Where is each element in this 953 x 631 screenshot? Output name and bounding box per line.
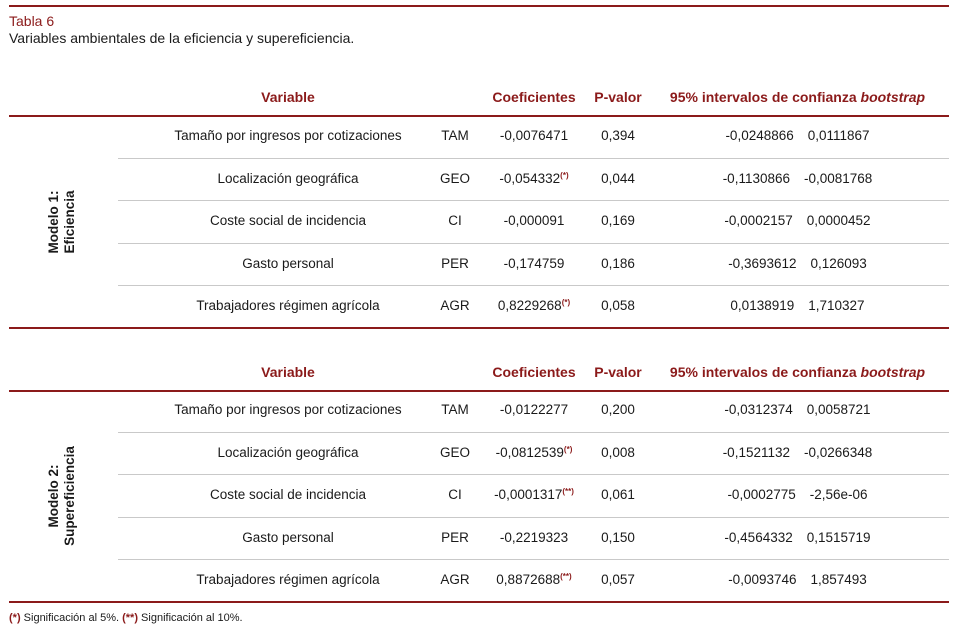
p-value: 0,186 [601,255,635,271]
row-divider [118,285,949,286]
coefficient-value: -0,000091 [503,213,565,228]
variable-code: PER [441,529,469,545]
ci-lower: -0,4564332 [724,529,793,545]
significance-mark: (*) [560,170,569,180]
header-variable: Variable [261,364,315,380]
ci-lower: 0,0138919 [730,298,795,313]
header-p-valor: P-valor [594,364,642,380]
coefficient-value: -0,0001317 [494,487,563,502]
p-value: 0,044 [601,170,635,186]
table-caption: Variables ambientales de la eficiencia y supereficiencia. [9,30,355,46]
model-label-line1: Modelo 1: [46,190,61,254]
model-label [46,191,78,254]
ci-upper: -2,56e-06 [809,487,868,502]
variable-name: Tamaño por ingresos por cotizaciones [174,128,402,143]
variable-name: Gasto personal [242,255,334,271]
variable-code: CI [448,487,462,502]
model-label-line2: Supereficiencia [62,446,77,547]
variable-name: Coste social de incidencia [209,213,367,228]
section-bottom-rule [9,601,949,603]
ci-upper: -0,0266348 [804,444,873,460]
p-value: 0,150 [601,529,635,545]
row-divider [118,200,949,201]
coefficient-value: -0,0812539 [495,444,564,460]
p-value: 0,057 [601,572,635,587]
p-value: 0,061 [601,487,635,502]
ci-lower: -0,0248866 [725,128,794,143]
significance-mark: (**) [562,487,574,496]
ci-upper: 1,710327 [808,298,865,313]
ci-lower: -0,0002157 [724,213,793,228]
variable-code: TAM [441,128,469,143]
footnote-text-10pct: Significación al 10%. [138,612,243,624]
variable-code: AGR [440,572,470,587]
confidence-interval [655,487,940,502]
variable-name: Gasto personal [242,529,334,545]
coefficient [484,256,584,271]
coefficient-value: -0,2219323 [499,529,569,545]
variable-code: GEO [439,170,470,186]
model-label [46,446,78,546]
confidence-interval [655,128,940,143]
coefficient [484,298,584,313]
coefficient [484,128,584,143]
coefficient [484,530,584,545]
table-label: Tabla 6 [9,13,55,29]
ci-lower: -0,0312374 [724,402,793,417]
ci-lower: -0,0002775 [727,487,796,502]
ci-upper: 0,0000452 [806,213,871,228]
header-confidence-interval [655,89,940,105]
ci-upper: 0,0058721 [806,402,871,417]
significance-mark: (**) [560,572,572,581]
model-label-line2: Eficiencia [62,190,77,254]
ci-lower: -0,1130866 [722,170,790,186]
coefficient-value: -0,054332 [499,170,561,186]
footnote-mark-10pct: (**) [122,612,138,624]
variable-code: CI [448,213,462,228]
header-ci-text: 95% intervalos de confianza [669,89,861,105]
header-coeficientes: Coeficientes [492,364,576,380]
variable-code: AGR [440,298,470,313]
p-value: 0,394 [601,128,635,143]
coefficient-value: -0,0122277 [499,402,569,417]
confidence-interval [655,171,940,186]
coefficient-value: 0,8872688 [496,572,561,587]
confidence-interval [655,256,940,271]
coefficient [484,487,584,502]
confidence-interval [655,572,940,587]
confidence-interval [655,445,940,460]
confidence-interval [655,402,940,417]
confidence-interval [655,530,940,545]
p-value: 0,169 [601,213,635,228]
variable-name: Tamaño por ingresos por cotizaciones [174,402,402,417]
p-value: 0,008 [601,444,635,460]
header-confidence-interval [655,364,940,380]
footnote-mark-5pct: (*) [9,612,21,624]
variable-code: GEO [439,444,470,460]
ci-lower: -0,3693612 [728,255,797,271]
coefficient-value: -0,0076471 [499,128,569,143]
coefficient-value: 0,8229268 [497,298,562,313]
confidence-interval [655,298,940,313]
row-divider [118,158,949,159]
ci-upper: 0,1515719 [806,529,871,545]
variable-name: Localización geográfica [217,170,359,186]
header-p-valor: P-valor [594,89,642,105]
ci-lower: -0,0093746 [728,572,797,587]
significance-mark: (*) [563,444,573,454]
row-divider [118,517,949,518]
variable-code: PER [441,255,469,271]
ci-upper: 0,0111867 [807,128,870,143]
variable-code: TAM [441,402,469,417]
row-divider [118,243,949,244]
ci-lower: -0,1521132 [722,444,790,460]
top-rule [9,5,949,7]
confidence-interval [655,213,940,228]
ci-upper: 1,857493 [810,572,867,587]
coefficient [484,445,584,460]
header-rule [9,390,949,392]
coefficient [484,213,584,228]
footnote-text-5pct: Significación al 5%. [20,612,123,624]
model-label-line1: Modelo 2: [46,464,61,528]
header-rule [9,115,949,117]
p-value: 0,058 [601,298,635,313]
row-divider [118,474,949,475]
header-ci-text: 95% intervalos de confianza [669,364,861,380]
coefficient [484,572,584,587]
coefficient [484,402,584,417]
coefficient-value: -0,174759 [503,255,565,271]
header-coeficientes: Coeficientes [492,89,576,105]
header-ci-bootstrap: bootstrap [860,364,926,380]
variable-name: Trabajadores régimen agrícola [196,572,380,587]
row-divider [118,559,949,560]
p-value: 0,200 [601,402,635,417]
variable-name: Localización geográfica [217,444,359,460]
significance-mark: (*) [561,298,571,307]
row-divider [118,432,949,433]
footnote [9,612,243,624]
coefficient [484,171,584,186]
variable-name: Trabajadores régimen agrícola [196,298,380,313]
ci-upper: -0,0081768 [804,170,873,186]
header-ci-bootstrap: bootstrap [860,89,926,105]
header-variable: Variable [261,89,315,105]
variable-name: Coste social de incidencia [209,487,367,502]
ci-upper: 0,126093 [810,255,867,271]
section-bottom-rule [9,327,949,329]
